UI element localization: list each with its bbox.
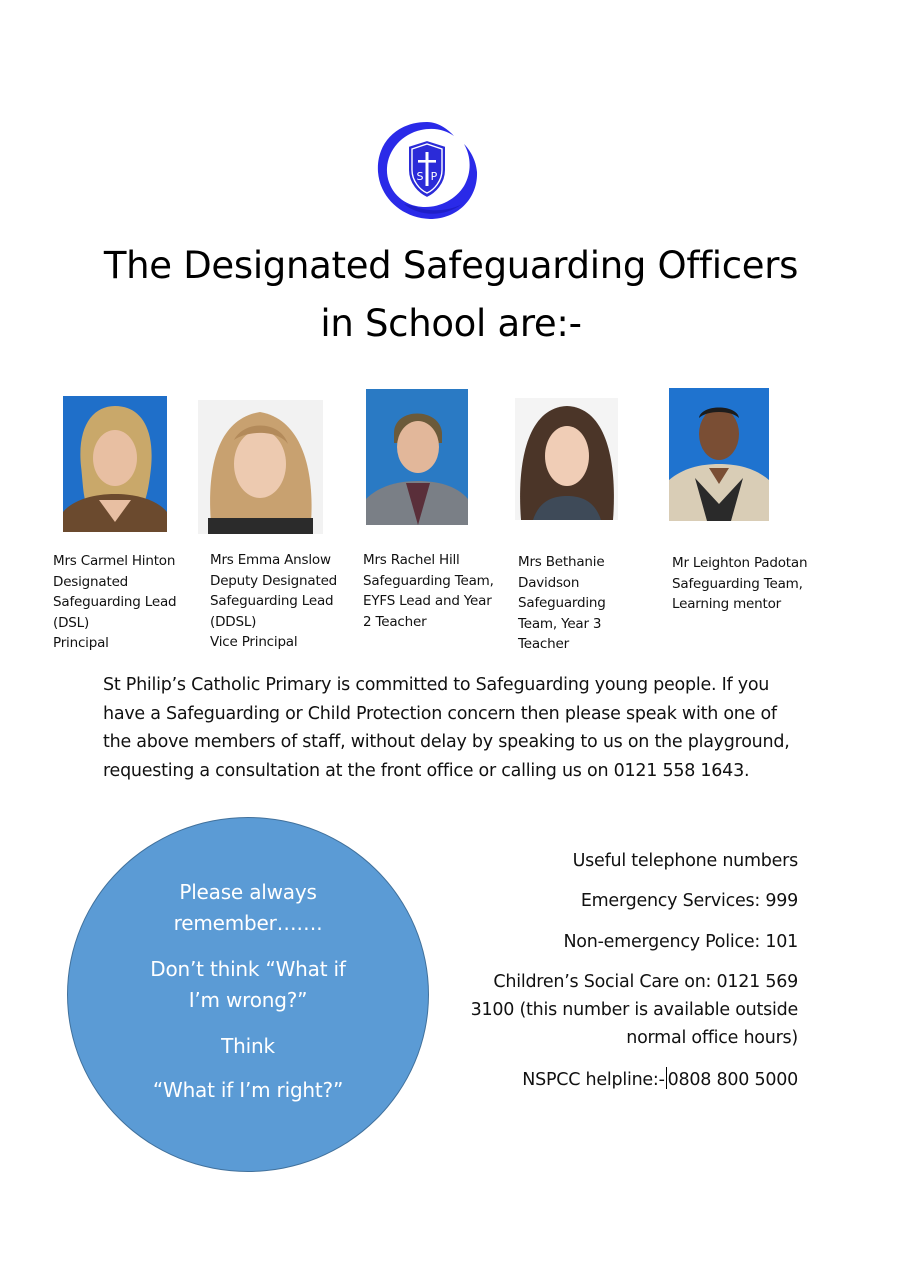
logo-letter-s: S xyxy=(416,170,424,183)
staff-role-line: Safeguarding Lead xyxy=(210,593,334,609)
staff-role-line: Vice Principal xyxy=(210,634,298,650)
staff-name: Mrs Emma Anslow xyxy=(210,552,331,568)
staff-name: Mrs Carmel Hinton xyxy=(53,553,176,569)
staff-role-line: Designated xyxy=(53,573,129,590)
staff-photo-4 xyxy=(515,398,618,520)
phones-heading: Useful telephone numbers xyxy=(572,851,798,871)
nspcc-label: NSPCC helpline:- xyxy=(522,1070,665,1090)
staff-caption-1 xyxy=(53,551,176,654)
staff-role-line: (DDSL) xyxy=(210,613,257,630)
safeguarding-statement: St Philip’s Catholic Primary is committed to Safeguarding young people. If you have a Safeguarding or Child Protection concern then please speak with one of the above members of staff, without delay by speaking to us on the playground, requesting a consultation at the front office or calling us on 0121 558 1643. xyxy=(103,675,790,781)
staff-name: Mrs Rachel Hill xyxy=(363,552,460,568)
staff-role-line: (DSL) xyxy=(53,614,90,631)
phone-emergency: Emergency Services: 999 xyxy=(580,891,798,911)
phone-nspcc xyxy=(438,1066,798,1094)
staff-photo-1 xyxy=(63,396,167,532)
staff-photo-5 xyxy=(669,388,769,521)
staff-photo-2 xyxy=(198,400,323,534)
staff-role-line: Safeguarding xyxy=(518,595,606,611)
staff-role-line: Safeguarding Lead xyxy=(53,594,177,610)
staff-photo-3 xyxy=(366,389,468,525)
reminder-line-1: Please always xyxy=(179,880,317,904)
phone-social-care-line-2: 3100 (this number is available outside xyxy=(470,1000,798,1020)
staff-role-line: Safeguarding Team, xyxy=(672,575,803,592)
staff-name: Mrs Bethanie xyxy=(518,554,605,570)
reminder-line-4: I’m wrong?” xyxy=(188,988,308,1012)
page-title-line-2: in School are:- xyxy=(320,302,582,345)
staff-role-line: EYFS Lead and Year xyxy=(363,593,492,609)
reminder-line-2: remember……. xyxy=(173,911,323,935)
phone-social-care-line-1: Children’s Social Care on: 0121 569 xyxy=(493,972,798,992)
staff-role-line: Principal xyxy=(53,635,109,651)
staff-caption-2 xyxy=(210,550,337,653)
staff-role-line: Davidson xyxy=(518,574,580,591)
staff-caption-5 xyxy=(672,553,807,615)
staff-role-line: Learning mentor xyxy=(672,596,782,612)
page-title-line-1: The Designated Safeguarding Officers xyxy=(103,244,799,287)
logo-letter-p: P xyxy=(430,170,438,183)
staff-role-line: 2 Teacher xyxy=(363,613,427,630)
nspcc-number: 0808 800 5000 xyxy=(667,1070,798,1090)
phone-social-care-line-3: normal office hours) xyxy=(626,1028,798,1048)
staff-role-line: Safeguarding Team, xyxy=(363,572,494,589)
staff-role-line: Teacher xyxy=(518,636,569,652)
reminder-line-6: “What if I’m right?” xyxy=(152,1078,344,1102)
school-logo xyxy=(374,120,480,222)
staff-caption-4 xyxy=(518,552,606,655)
reminder-line-5: Think xyxy=(221,1034,275,1058)
staff-role-line: Deputy Designated xyxy=(210,572,338,589)
text-cursor xyxy=(666,1067,667,1089)
staff-caption-3 xyxy=(363,550,494,632)
staff-name: Mr Leighton Padotan xyxy=(672,555,808,571)
staff-role-line: Team, Year 3 xyxy=(518,615,602,632)
reminder-line-3: Don’t think “What if xyxy=(150,957,346,981)
phone-police: Non-emergency Police: 101 xyxy=(563,932,798,952)
